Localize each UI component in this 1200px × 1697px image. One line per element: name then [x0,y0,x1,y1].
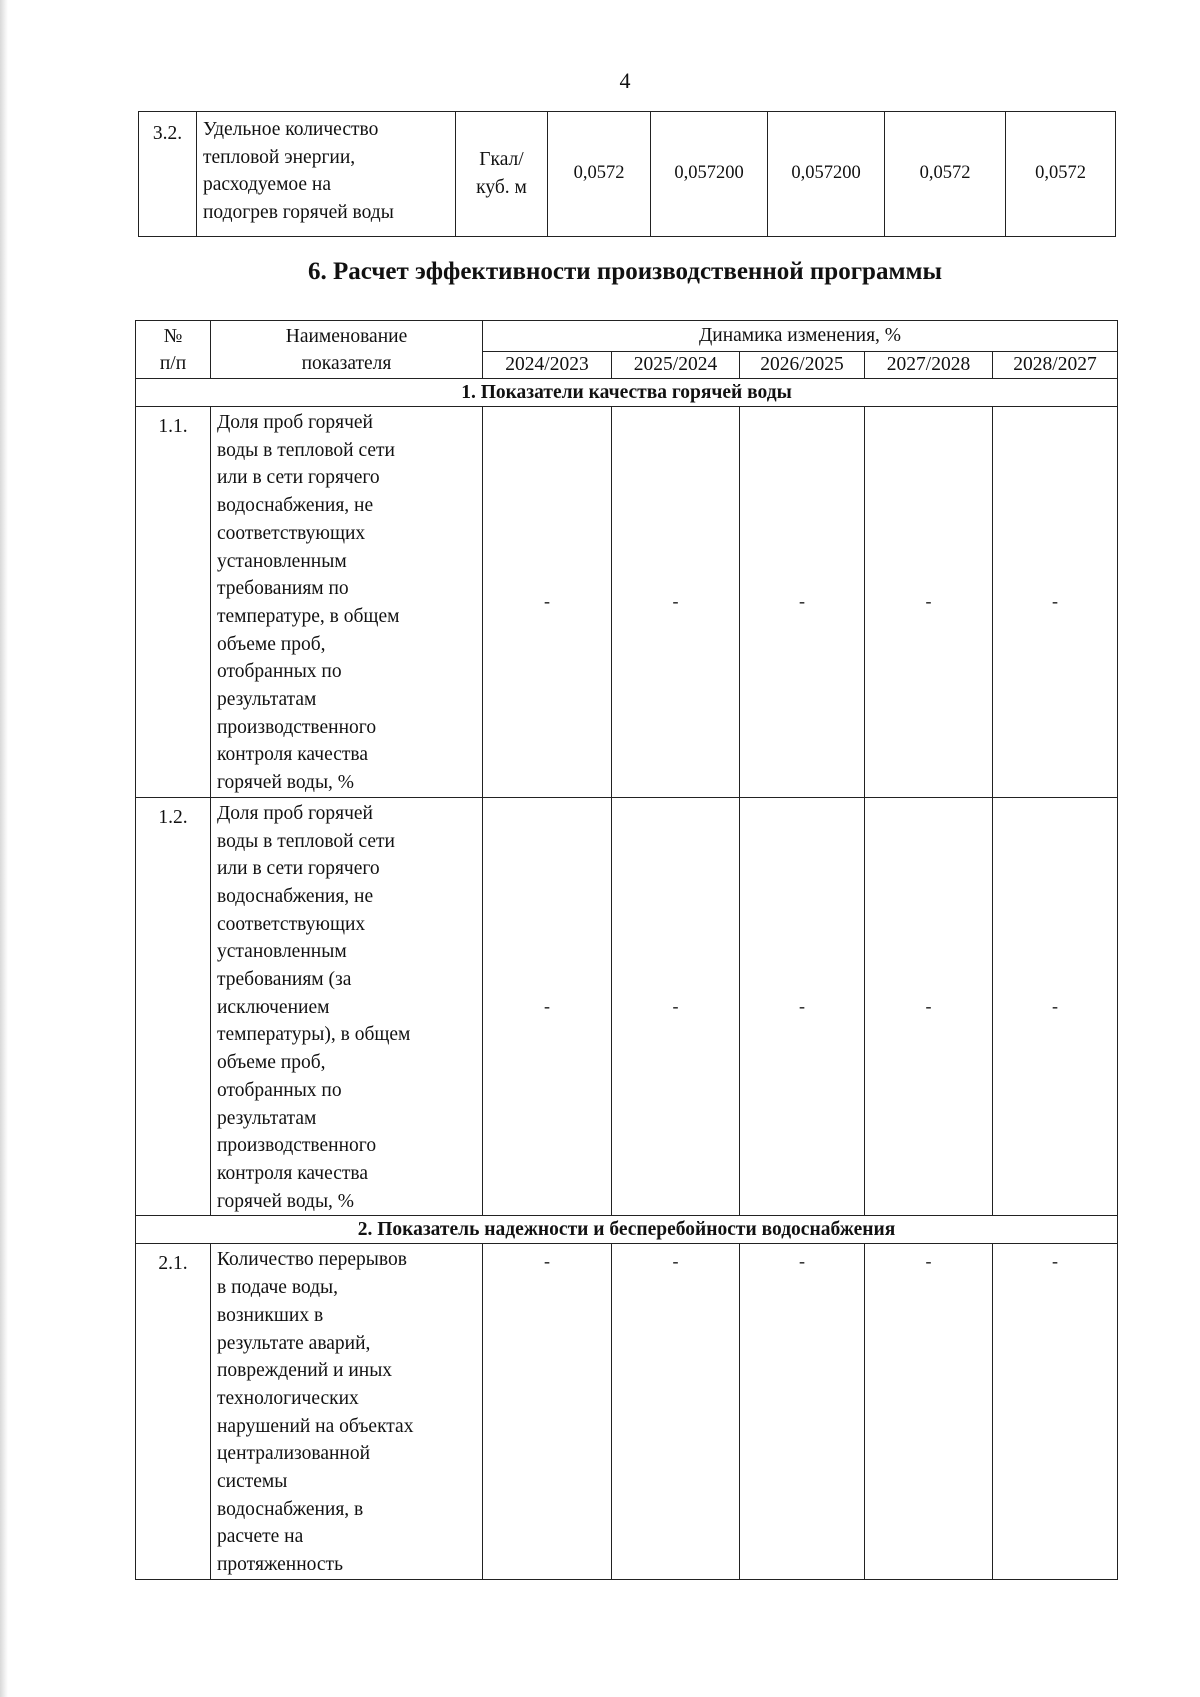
text-line: водоснабжения, не [217,495,374,517]
value-cell: - [865,407,993,798]
value-cell: - [865,1244,993,1579]
section-heading: 1. Показатели качества горячей воды [136,379,1118,407]
row-number: 1.1. [136,407,211,798]
text-line: воды в тепловой сети [217,830,395,852]
row-number: 1.2. [136,797,211,1216]
table-row [139,112,1116,237]
text-line: п/п [159,352,187,374]
text-line: установленным [217,941,347,963]
row-number: 3.2. [139,112,197,237]
value-cell: - [740,407,865,798]
value-cell: - [865,797,993,1216]
text-line: расчете на [217,1526,304,1548]
text-line: соответствующих [217,913,366,935]
value-cell: - [740,1244,865,1579]
header-period: 2026/2025 [740,352,865,379]
section-title: 6. Расчет эффективности производственной программы [307,258,943,285]
text-line: или в сети горячего [217,858,380,880]
text-line: требованиям (за [217,969,352,991]
indicator-name [211,797,483,1216]
text-line: Гкал/ [479,149,524,171]
text-line: Наименование [285,325,408,347]
indicator-name [211,407,483,798]
section-row [136,379,1118,407]
text-line: водоснабжения, не [217,885,374,907]
text-line: требованиям по [217,578,349,600]
previous-table-fragment [138,111,1116,237]
section-heading: 2. Показатель надежности и бесперебойности водоснабжения [136,1216,1118,1244]
value-cell: - [483,407,612,798]
indicator-name [197,112,456,237]
value-cell: - [612,407,740,798]
row-number: 2.1. [136,1244,211,1579]
indicator-name [211,1244,483,1579]
text-line: установленным [217,550,347,572]
text-line: результатам [217,1107,317,1129]
table-row [136,797,1118,1216]
text-line: объеме проб, [217,633,326,655]
text-line: производственного [217,716,377,738]
efficiency-table [135,320,1118,1580]
text-line: расходуемое на [203,174,332,196]
value-cell: - [612,1244,740,1579]
text-line: исключением [217,996,330,1018]
text-line: нарушений на объектах [217,1415,414,1437]
page-number: 4 [619,68,631,93]
text-line: соответствующих [217,522,366,544]
text-line: горячей воды, % [217,772,355,794]
text-line: системы [217,1471,288,1493]
value-cell: 0,057200 [768,112,885,237]
text-line: Доля проб горячей [217,412,373,433]
text-line: возникших в [217,1304,324,1326]
header-period: 2024/2023 [483,352,612,379]
text-line: централизованной [217,1443,371,1465]
value-cell: - [993,1244,1118,1579]
table-row [136,1244,1118,1579]
text-line: температуры), в общем [217,1024,411,1046]
header-dynamics: Динамика изменения, % [483,321,1118,352]
text-line: куб. м [476,177,527,198]
value-cell: - [993,407,1118,798]
value-cell: - [483,797,612,1216]
value-cell: - [740,797,865,1216]
text-line: Количество перерывов [217,1249,407,1271]
text-line: результатам [217,689,317,711]
text-line: технологических [217,1387,359,1409]
text-line: Доля проб горячей [217,802,373,824]
text-line: Удельное количество [203,119,379,140]
header-period: 2028/2027 [993,352,1118,379]
value-cell: - [612,797,740,1216]
value-cell: 0,057200 [651,112,768,237]
text-line: № [163,325,183,347]
text-line: повреждений и иных [217,1360,393,1382]
value-cell: 0,0572 [548,112,651,237]
header-number [136,321,211,379]
text-line: отобранных по [217,1079,342,1101]
text-line: тепловой энергии, [203,146,356,168]
value-cell: - [993,797,1118,1216]
table-row [136,407,1118,798]
value-cell: 0,0572 [885,112,1006,237]
text-line: протяженность [217,1554,343,1576]
text-line: воды в тепловой сети [217,439,395,461]
text-line: подогрев горячей воды [203,202,394,224]
header-period: 2025/2024 [612,352,740,379]
text-line: температуре, в общем [217,605,400,627]
text-line: контроля качества [217,1162,369,1184]
value-cell: 0,0572 [1006,112,1116,237]
text-line: отобранных по [217,661,342,683]
header-row [136,321,1118,352]
section-row [136,1216,1118,1244]
text-line: водоснабжения, в [217,1498,364,1520]
header-name [211,321,483,379]
text-line: объеме проб, [217,1052,326,1074]
text-line: показателя [301,352,392,374]
text-line: контроля качества [217,744,369,766]
scan-edge-shadow [0,0,8,1697]
text-line: производственного [217,1135,377,1157]
header-period: 2027/2028 [865,352,993,379]
text-line: в подаче воды, [217,1277,338,1299]
text-line: результате аварий, [217,1332,371,1354]
value-cell: - [483,1244,612,1579]
text-line: горячей воды, % [217,1190,355,1212]
unit-cell [456,112,548,237]
text-line: или в сети горячего [217,467,380,489]
